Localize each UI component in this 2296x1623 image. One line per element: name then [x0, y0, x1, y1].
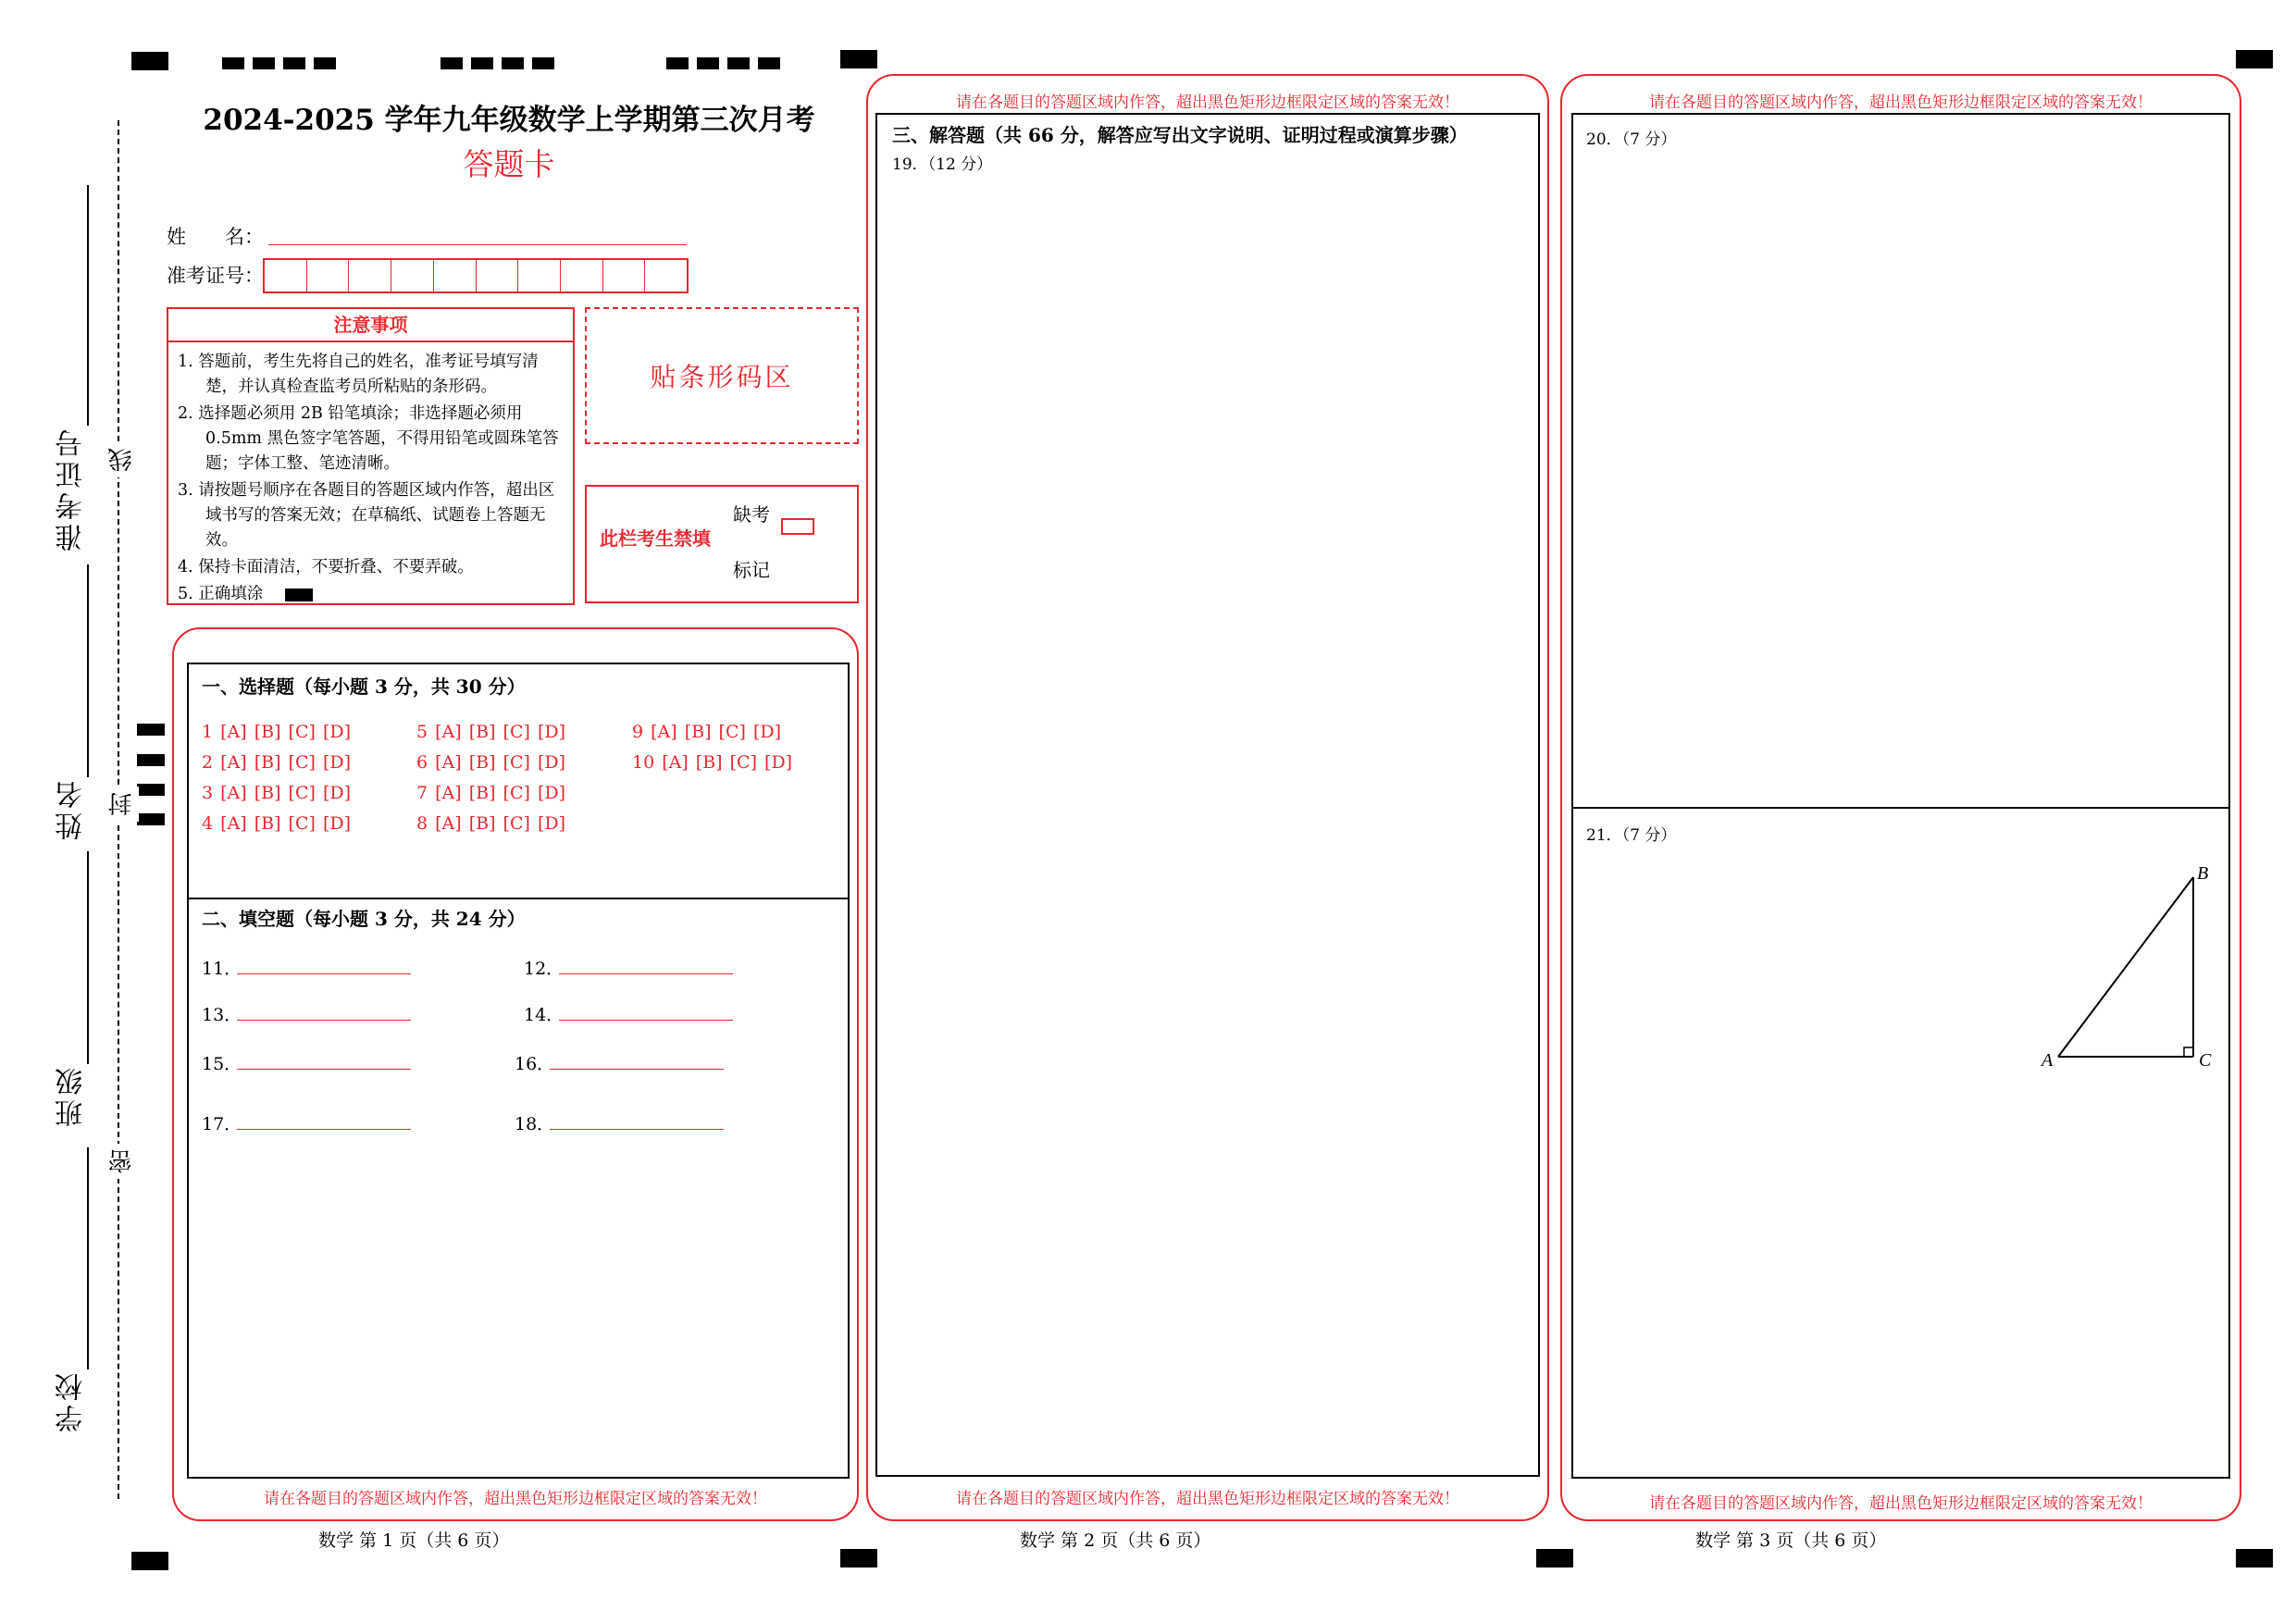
notice-box [167, 307, 575, 605]
choice-row-3[interactable]: 3 [A] [B] [C] [D] [202, 783, 352, 803]
timing-mark [2236, 1549, 2273, 1567]
timing-mark [283, 57, 305, 69]
side-name-label: 姓名 [56, 777, 88, 840]
choice-row-7[interactable]: 7 [A] [B] [C] [D] [416, 783, 566, 803]
fill-answer-11[interactable] [237, 973, 411, 974]
fill-label-18: 18． [515, 1114, 555, 1134]
fill-label-13: 13． [202, 1005, 242, 1025]
timing-mark [137, 784, 165, 796]
id-digit-box[interactable] [349, 260, 391, 291]
page-subtitle: 答题卡 [463, 146, 555, 182]
timing-mark [222, 57, 244, 69]
notice-item: 4. 保持卡面清洁，不要折叠、不要弄破。 [178, 558, 474, 576]
id-digit-box[interactable] [477, 260, 519, 291]
right-angle-mark [2184, 1047, 2193, 1057]
id-digit-box[interactable] [645, 260, 687, 291]
side-write-line [87, 185, 89, 426]
id-digit-box[interactable] [307, 260, 350, 291]
timing-mark [441, 57, 463, 69]
timing-mark [840, 1549, 877, 1567]
id-digit-box[interactable] [265, 260, 307, 291]
fill-answer-15[interactable] [237, 1069, 411, 1070]
timing-mark [758, 57, 780, 69]
id-label: 准考证号： [167, 265, 264, 287]
fill-label-12: 12． [524, 959, 565, 979]
vertex-b-label: B [2197, 863, 2209, 884]
fill-answer-13[interactable] [237, 1020, 411, 1021]
fill-answer-14[interactable] [559, 1020, 733, 1021]
choice-row-1[interactable]: 1 [A] [B] [C] [D] [202, 722, 352, 742]
side-ab [2058, 877, 2193, 1057]
section2-title: 二、填空题（每小题 3 分，共 24 分） [202, 908, 526, 930]
timing-mark [137, 724, 165, 736]
page-title: 2024-2025 学年九年级数学上学期第三次月考 [203, 104, 815, 137]
id-digit-box[interactable] [518, 260, 561, 291]
vertex-a-label: A [2042, 1050, 2054, 1071]
seal-seal-text: 封 [105, 787, 139, 822]
timing-mark [727, 57, 750, 69]
side-class-label: 班级 [56, 1064, 88, 1127]
choice-row-5[interactable]: 5 [A] [B] [C] [D] [416, 722, 566, 742]
section1-title: 一、选择题（每小题 3 分，共 30 分） [202, 675, 526, 698]
barcode-area [585, 307, 859, 444]
fill-label-11: 11． [202, 959, 242, 979]
vertex-c-label: C [2199, 1050, 2212, 1071]
fill-label-14: 14． [524, 1005, 565, 1025]
notice-item: 2. 选择题必须用 2B 铅笔填涂；非选择题必须用 0.5mm 黑色签字笔答题，不得用铅笔或圆珠笔答题；字体工整、笔迹清晰。 [178, 404, 559, 473]
fill-answer-16[interactable] [550, 1069, 724, 1070]
timing-mark [502, 57, 524, 69]
choice-row-2[interactable]: 2 [A] [B] [C] [D] [202, 752, 352, 773]
notice-item-fill-example [178, 582, 565, 607]
fill-label-17: 17． [202, 1114, 242, 1134]
id-digit-box[interactable] [434, 260, 477, 291]
choice-row-4[interactable]: 4 [A] [B] [C] [D] [202, 813, 352, 834]
name-label: 姓 名： [167, 226, 264, 248]
notice-item: 3. 请按题号顺序在各题目的答题区域内作答，超出区域书写的答案无效；在草稿纸、试题卷上答题无效。 [178, 481, 555, 550]
timing-mark [137, 754, 165, 766]
page2-warning-top: 请在各题目的答题区域内作答，超出黑色矩形边框限定区域的答案无效！ [956, 93, 1459, 112]
choice-row-8[interactable]: 8 [A] [B] [C] [D] [416, 813, 566, 834]
timing-mark [253, 57, 275, 69]
notice-title: 注意事项 [168, 309, 573, 342]
q19-label: 19．（12 分） [892, 155, 993, 174]
fill-answer-17[interactable] [237, 1129, 411, 1130]
section3-title: 三、解答题（共 66 分，解答应写出文字说明、证明过程或演算步骤） [892, 124, 1468, 146]
absent-mark-top: 缺考 [733, 503, 770, 526]
side-write-line [87, 564, 89, 777]
section2-box [187, 899, 850, 1479]
timing-mark [137, 813, 165, 825]
notice-item: 5. 正确填涂 [178, 585, 264, 603]
id-digit-box[interactable] [391, 260, 434, 291]
seal-line-text: 线 [105, 442, 139, 477]
side-school-label: 学校 [56, 1369, 88, 1432]
forbid-label: 此栏考生禁填 [600, 527, 711, 550]
page1-warning: 请在各题目的答题区域内作答，超出黑色矩形边框限定区域的答案无效！ [264, 1490, 767, 1508]
fill-label-16: 16． [515, 1054, 555, 1074]
side-id-label: 准考证号 [56, 426, 88, 551]
page1-footer: 数学 第 1 页（共 6 页） [318, 1530, 510, 1551]
timing-mark [666, 57, 689, 69]
filled-example-mark [285, 588, 313, 601]
absent-box [585, 485, 859, 603]
triangle-figure [2036, 851, 2230, 1083]
timing-mark [532, 57, 554, 69]
timing-mark [1536, 1549, 1573, 1567]
fill-label-15: 15． [202, 1054, 242, 1074]
absent-checkbox[interactable] [781, 518, 814, 535]
choice-row-10[interactable]: 10 [A] [B] [C] [D] [632, 752, 793, 773]
choice-row-6[interactable]: 6 [A] [B] [C] [D] [416, 752, 566, 773]
timing-mark [131, 52, 168, 70]
notice-item: 1. 答题前，考生先将自己的姓名，准考证号填写清楚，并认真检查监考员所粘贴的条形码。 [178, 353, 539, 396]
timing-mark [471, 57, 493, 69]
id-digit-box[interactable] [561, 260, 603, 291]
q20-label: 20．（7 分） [1586, 130, 1677, 149]
timing-mark [2236, 50, 2273, 68]
absent-mark-bottom: 标记 [733, 559, 770, 581]
notice-list [168, 342, 573, 607]
timing-mark [314, 57, 336, 69]
side-write-line [87, 851, 89, 1064]
side-write-line [87, 1147, 89, 1369]
page2-footer: 数学 第 2 页（共 6 页） [1020, 1530, 1211, 1551]
q19-answer-box[interactable] [875, 113, 1540, 1477]
barcode-label: 贴条形码区 [650, 362, 794, 392]
name-input[interactable] [268, 244, 687, 245]
seal-secret-text: 密 [105, 1144, 139, 1179]
timing-mark [131, 1552, 168, 1570]
q21-label: 21．（7 分） [1586, 826, 1677, 845]
fill-answer-12[interactable] [559, 973, 733, 974]
choice-row-9[interactable]: 9 [A] [B] [C] [D] [632, 722, 782, 742]
id-digit-box[interactable] [603, 260, 646, 291]
timing-mark [840, 50, 877, 68]
timing-mark [697, 57, 719, 69]
page3-warning-bottom: 请在各题目的答题区域内作答，超出黑色矩形边框限定区域的答案无效！ [1649, 1494, 2153, 1513]
page2-warning-bottom: 请在各题目的答题区域内作答，超出黑色矩形边框限定区域的答案无效！ [956, 1490, 1459, 1508]
fill-answer-18[interactable] [550, 1129, 724, 1130]
page3-footer: 数学 第 3 页（共 6 页） [1695, 1530, 1887, 1551]
id-input-grid[interactable] [263, 258, 689, 293]
q20-answer-box[interactable] [1571, 113, 2230, 809]
page3-warning-top: 请在各题目的答题区域内作答，超出黑色矩形边框限定区域的答案无效！ [1649, 93, 2153, 112]
